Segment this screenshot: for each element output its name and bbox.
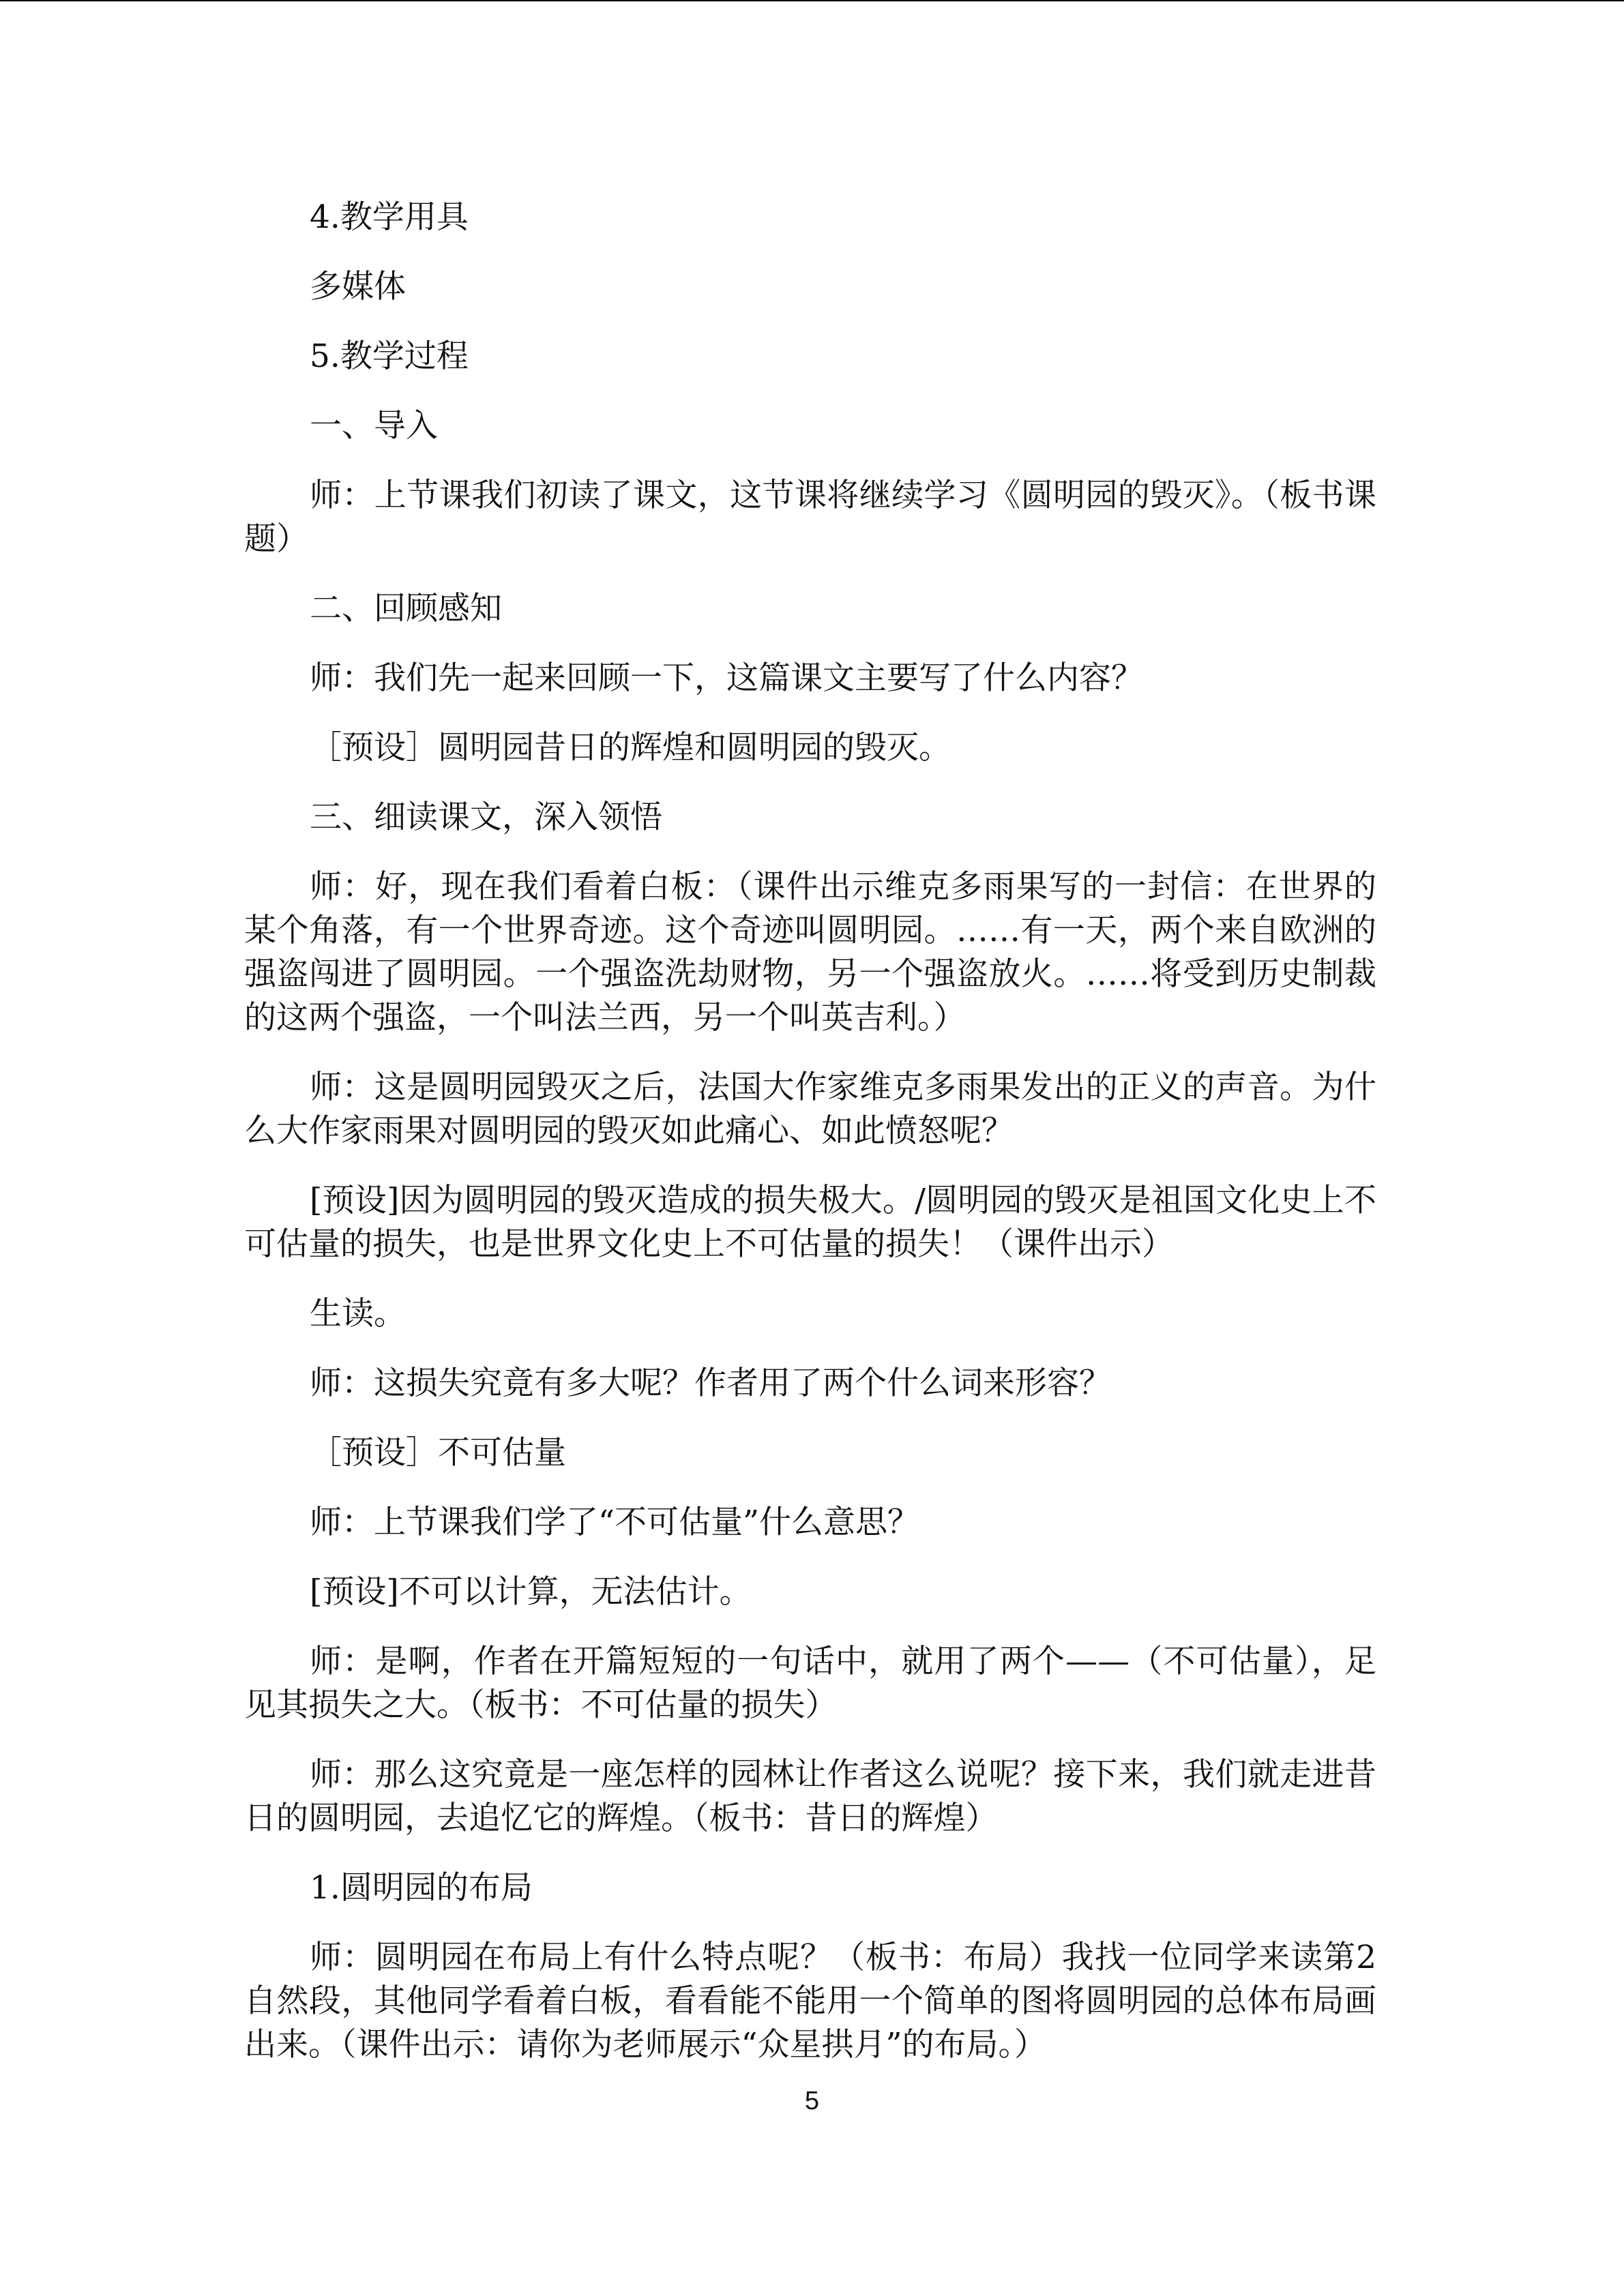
paragraph-teacher-review-question: 师：我们先一起来回顾一下，这篇课文主要写了什么内容？ — [310, 659, 1143, 697]
paragraph-teacher-meaning: 师：上节课我们学了“不可估量”什么意思？ — [310, 1504, 920, 1541]
heading-teaching-tools: 4.教学用具 — [310, 198, 469, 236]
heading-close-reading: 三、细读课文，深入领悟 — [310, 799, 662, 836]
page-body — [244, 196, 1376, 2093]
heading-teaching-process: 5.教学过程 — [310, 338, 469, 375]
paragraph-teacher-intro: 师：上节课我们初读了课文，这节课将继续学习《圆明园的毁灭》。（板书课题） — [244, 477, 1376, 558]
paragraph-teacher-opening-sentence: 师：是啊，作者在开篇短短的一句话中，就用了两个——（不可估量），足见其损失之大。（板书：不可估量的损失） — [244, 1643, 1376, 1724]
heading-layout: 1.圆明园的布局 — [310, 1869, 533, 1907]
paragraph-student-reads: 生读。 — [310, 1295, 406, 1332]
heading-introduction: 一、导入 — [310, 407, 438, 445]
paragraph-multimedia: 多媒体 — [310, 268, 406, 305]
paragraph-preset-loss: [预设]因为圆明园的毁灭造成的损失极大。/圆明园的毁灭是祖国文化史上不可估量的损失，也是世界文化史上不可估量的损失！（课件出示） — [244, 1182, 1376, 1263]
paragraph-preset-answer: ［预设］圆明园昔日的辉煌和圆明园的毁灭。 — [310, 729, 951, 766]
paragraph-hugo-letter: 师：好，现在我们看着白板：（课件出示维克多雨果写的一封信：在世界的某个角落，有一个世界奇迹。这个奇迹叫圆明园。……有一天，两个来自欧洲的强盗闯进了圆明园。一个强盗洗劫财物，另一个强盗放火。……将受到历史制裁的这两个强盗，一个叫法兰西，另一个叫英吉利。） — [244, 868, 1376, 1037]
paragraph-teacher-hugo: 师：这是圆明园毁灭之后，法国大作家维克多雨果发出的正义的声音。为什么大作家雨果对圆明园的毁灭如此痛心、如此愤怒呢？ — [244, 1069, 1376, 1150]
paragraph-preset-immeasurable: ［预设］不可估量 — [310, 1434, 566, 1472]
paragraph-teacher-loss-question: 师：这损失究竟有多大呢？作者用了两个什么词来形容？ — [310, 1365, 1111, 1402]
page-number: 5 — [804, 2087, 820, 2115]
paragraph-teacher-past-glory: 师：那么这究竟是一座怎样的园林让作者这么说呢？接下来，我们就走进昔日的圆明园，去追忆它的辉煌。（板书：昔日的辉煌） — [244, 1756, 1376, 1837]
heading-review: 二、回顾感知 — [310, 590, 502, 627]
paragraph-teacher-layout: 师：圆明园在布局上有什么特点呢？（板书：布局）我找一位同学来读第2自然段，其他同学看着白板，看看能不能用一个简单的图将圆明园的总体布局画出来。（课件出示：请你为老师展示“众星拱月”的布局。） — [244, 1939, 1376, 2063]
paragraph-preset-meaning: [预设]不可以计算，无法估计。 — [310, 1573, 752, 1611]
